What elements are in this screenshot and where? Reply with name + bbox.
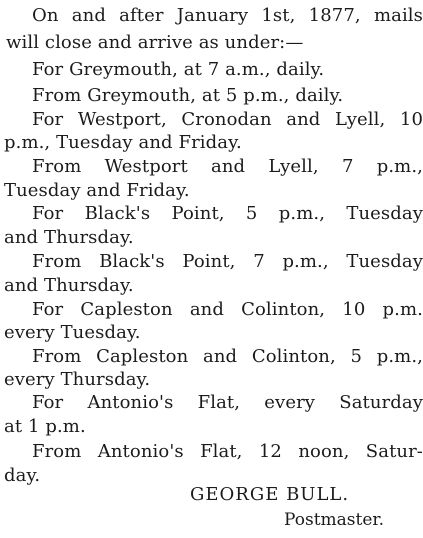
schedule-blacks-point-in-2: and Thursday. xyxy=(4,276,134,296)
schedule-capleston-in-1: From Capleston and Colinton, 5 p.m., xyxy=(32,347,423,367)
schedule-antonios-flat-in-1: From Antonio's Flat, 12 noon, Satur- xyxy=(32,442,423,462)
schedule-capleston-in-2: every Thursday. xyxy=(4,370,151,390)
schedule-blacks-point-out-1: For Black's Point, 5 p.m., Tuesday xyxy=(32,204,423,224)
schedule-greymouth-out: For Greymouth, at 7 a.m., daily. xyxy=(32,60,325,80)
schedule-antonios-flat-out-2: at 1 p.m. xyxy=(4,417,86,437)
notice-line-2: will close and arrive as under:— xyxy=(6,33,304,53)
signature-title: Postmaster. xyxy=(284,510,385,530)
notice-line-1: On and after January 1st, 1877, mails xyxy=(32,6,423,26)
schedule-antonios-flat-in-2: day. xyxy=(4,466,41,486)
schedule-blacks-point-out-2: and Thursday. xyxy=(4,228,134,248)
signature-name: GEORGE BULL. xyxy=(190,484,350,505)
schedule-westport-in-2: Tuesday and Friday. xyxy=(4,181,190,201)
schedule-blacks-point-in-1: From Black's Point, 7 p.m., Tuesday xyxy=(32,252,423,272)
schedule-antonios-flat-out-1: For Antonio's Flat, every Saturday xyxy=(32,393,423,413)
schedule-capleston-out-2: every Tuesday. xyxy=(4,323,141,343)
schedule-westport-out-1: For Westport, Cronodan and Lyell, 10 xyxy=(32,110,423,130)
schedule-greymouth-in: From Greymouth, at 5 p.m., daily. xyxy=(32,86,344,106)
schedule-westport-out-2: p.m., Tuesday and Friday. xyxy=(4,133,242,153)
schedule-capleston-out-1: For Capleston and Colinton, 10 p.m. xyxy=(32,300,423,320)
schedule-westport-in-1: From Westport and Lyell, 7 p.m., xyxy=(32,157,423,177)
